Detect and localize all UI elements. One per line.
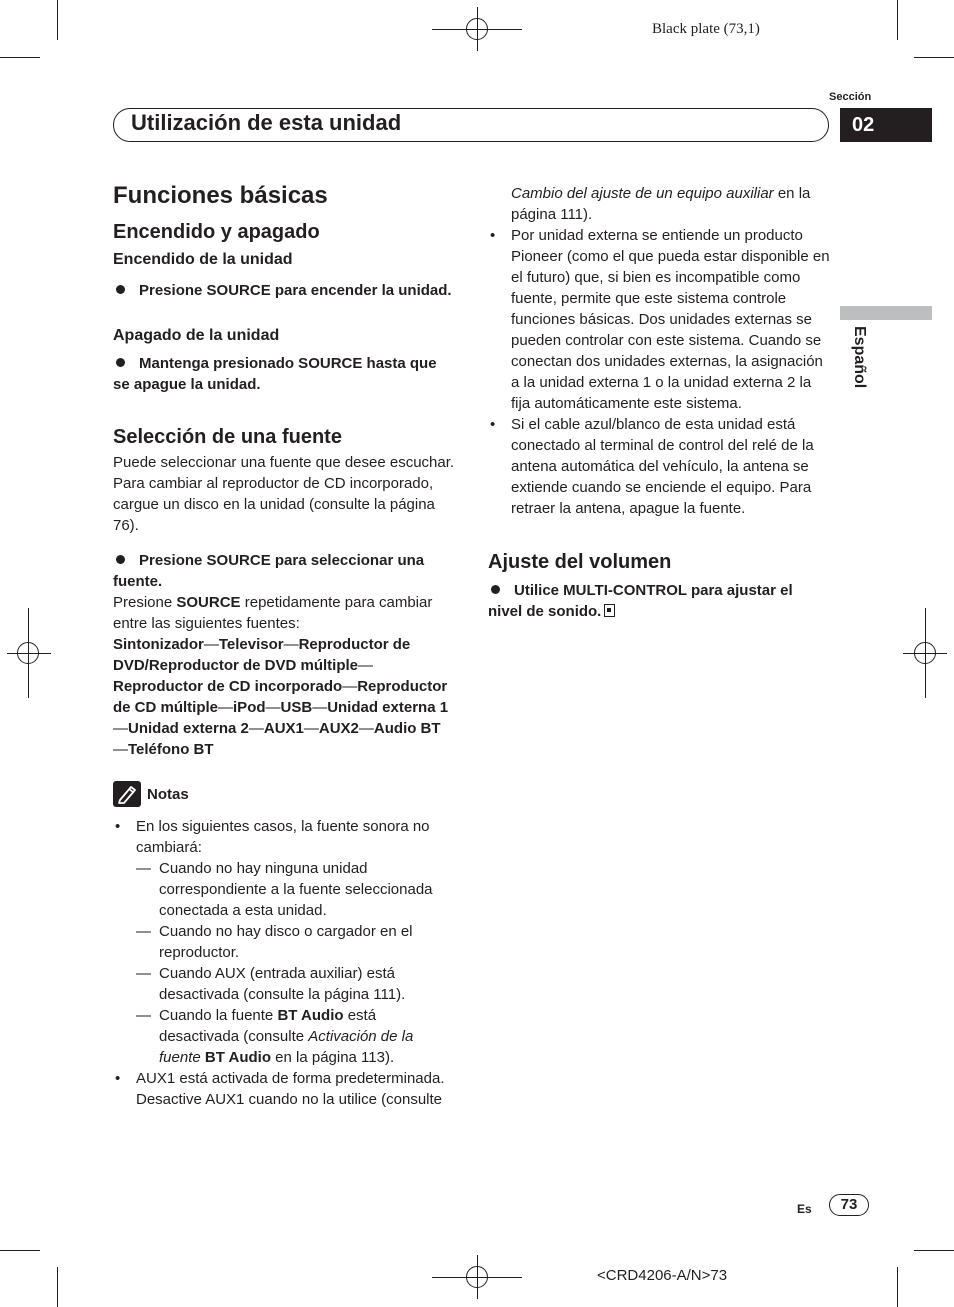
source-name: USB xyxy=(280,699,313,716)
note-case: — Cuando no hay disco o cargador en el reproductor. xyxy=(136,921,455,963)
source-step: Presione SOURCE para seleccionar una fuente. xyxy=(113,552,425,590)
source-name: Teléfono BT xyxy=(128,741,214,758)
source-name: Sintonizador xyxy=(113,636,204,653)
registration-circle xyxy=(17,642,39,664)
registration-circle xyxy=(466,1266,488,1288)
source-name: Reproductor de DVD/Reproductor de DVD múltiple xyxy=(113,636,411,674)
source-name: iPod xyxy=(233,699,266,716)
chapter-number: 02 xyxy=(840,108,932,142)
pencil-icon xyxy=(113,781,141,807)
power-on-step: Presione SOURCE para encender la unidad. xyxy=(113,280,455,301)
crop-mark xyxy=(897,0,898,40)
source-separator: — xyxy=(218,699,234,716)
note-case-list xyxy=(136,858,455,1068)
source-name: Televisor xyxy=(218,636,284,653)
language-label: Español xyxy=(851,326,868,389)
source-separator: — xyxy=(312,699,328,716)
page-heading: Funciones básicas xyxy=(113,182,328,209)
power-off-step: Mantenga presionado SOURCE hasta que se apague la unidad. xyxy=(113,355,437,393)
language-tab xyxy=(840,306,932,320)
notes-list-continued xyxy=(488,225,830,519)
source-name: Reproductor de CD incorporado xyxy=(113,678,343,695)
source-separator: — xyxy=(265,699,281,716)
source-separator: — xyxy=(283,636,299,653)
crop-mark xyxy=(914,57,954,58)
note-item: • AUX1 está activada de forma predeterminada. Desactive AUX1 cuando no la utilice (consulte xyxy=(113,1068,455,1110)
source-separator: — xyxy=(248,720,264,737)
step-bullet-icon xyxy=(491,585,500,594)
volume-heading: Ajuste del volumen xyxy=(488,551,672,573)
notes-list xyxy=(113,816,455,1110)
source-name: Audio BT xyxy=(373,720,441,737)
source-separator: — xyxy=(203,636,219,653)
end-of-section-icon xyxy=(604,604,615,617)
registration-circle xyxy=(914,642,936,664)
source-name: Unidad externa 2 xyxy=(128,720,249,737)
power-heading: Encendido y apagado xyxy=(113,221,320,243)
notes-label: Notas xyxy=(147,785,189,803)
source-name: AUX1 xyxy=(263,720,304,737)
source-separator: — xyxy=(358,657,374,674)
section-label: Sección xyxy=(829,91,872,103)
source-separator: — xyxy=(358,720,374,737)
power-on-heading: Encendido de la unidad xyxy=(113,251,293,268)
registration-circle xyxy=(466,18,488,40)
source-name: Unidad externa 1 xyxy=(327,699,449,716)
notes-continuation: Cambio del ajuste de un equipo auxiliar en la página 111). xyxy=(511,185,811,223)
chapter-title: Utilización de esta unidad xyxy=(131,110,402,135)
source-heading: Selección de una fuente xyxy=(113,426,342,448)
source-separator: — xyxy=(303,720,319,737)
source-list xyxy=(113,634,455,760)
note-item: • Por unidad externa se entiende un producto Pioneer (como el que pueda estar disponible en el futuro) que, si bien es incompatible como fuente, permite que este sistema controle funciones básicas. Dos unidades externas se pueden controlar con este sistema. Cuando se conectan dos unidades externas, la asignación a la unidad externa 1 o la unidad externa 2 la fija automáticamente este sistema. xyxy=(488,225,830,414)
plate-label: Black plate (73,1) xyxy=(652,21,760,37)
source-separator: — xyxy=(113,741,128,758)
source-intro: Puede seleccionar una fuente que desee escuchar. Para cambiar al reproductor de CD incorporado, cargue un disco en la unidad (consulte la página 76). xyxy=(113,454,455,534)
source-separator: — xyxy=(342,678,358,695)
source-name: AUX2 xyxy=(318,720,359,737)
note-case: — Cuando no hay ninguna unidad correspondiente a la fuente seleccionada conectada a esta unidad. xyxy=(136,858,455,921)
note-case: — Cuando la fuente BT Audio está desactivada (consulte Activación de la fuente BT Audio en la página 113). xyxy=(136,1005,455,1068)
document-code: <CRD4206-A/N>73 xyxy=(597,1267,728,1284)
source-separator: — xyxy=(113,720,128,737)
crop-mark xyxy=(914,1250,954,1251)
language-code: Es xyxy=(797,1202,812,1216)
crop-mark xyxy=(897,1267,898,1307)
page-number: 73 xyxy=(829,1194,869,1216)
right-column xyxy=(488,183,830,622)
note-item: • Si el cable azul/blanco de esta unidad está conectado al terminal de control del relé de la antena automática del vehículo, la antena se extiende cuando se enciende el equipo. Para retraer la antena, apague la fuente. xyxy=(488,414,830,519)
crop-mark xyxy=(0,57,40,58)
power-off-heading: Apagado de la unidad xyxy=(113,327,280,344)
step-bullet-icon xyxy=(116,285,125,294)
source-name: Reproductor de CD múltiple xyxy=(113,678,448,716)
step-bullet-icon xyxy=(116,358,125,367)
notes-header xyxy=(113,781,455,807)
volume-step: Utilice MULTI-CONTROL para ajustar el nivel de sonido. xyxy=(488,582,793,620)
step-bullet-icon xyxy=(116,555,125,564)
crop-mark xyxy=(57,1267,58,1307)
left-column xyxy=(113,181,455,1110)
crop-mark xyxy=(0,1250,40,1251)
note-case: — Cuando AUX (entrada auxiliar) está desactivada (consulte la página 111). xyxy=(136,963,455,1005)
crop-mark xyxy=(57,0,58,40)
source-press-text: Presione SOURCE repetidamente para cambiar entre las siguientes fuentes: xyxy=(113,594,433,632)
note-item: • En los siguientes casos, la fuente sonora no cambiará: — Cuando no hay ninguna unidad correspondiente a la fuente seleccionada conectada a esta unidad. — Cuando no hay disco o cargador en el reproductor. — Cuando AUX (entrada auxiliar) está desactivada (consulte la página 111). — Cuando la fuente BT Audio está desactivada (consulte Activación de la fuente BT Audio en la página 113). xyxy=(113,816,455,1068)
